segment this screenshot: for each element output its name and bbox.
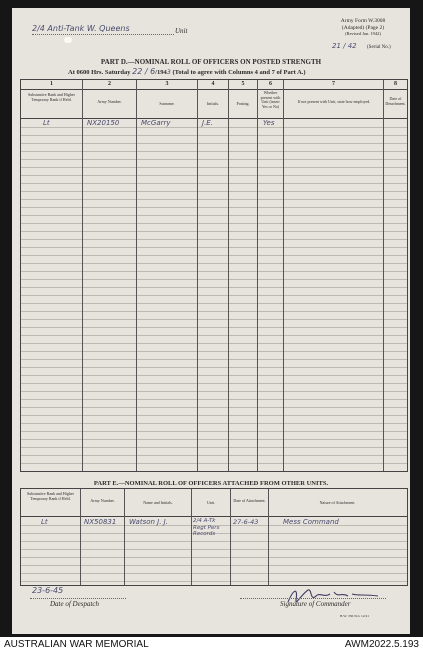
ruled-line	[21, 247, 407, 248]
ruled-line	[21, 541, 407, 542]
e-entry-army-number: NX50831	[84, 518, 117, 526]
col-divider	[283, 80, 284, 471]
col-number: 4	[211, 81, 215, 87]
col-divider	[383, 80, 384, 471]
ruled-line	[21, 351, 407, 352]
col-number: 7	[332, 81, 335, 87]
ruled-line	[21, 557, 407, 558]
ruled-line	[21, 151, 407, 152]
form-number: Army Form W.3008	[340, 18, 386, 24]
ruled-line	[21, 367, 407, 368]
unit-line	[32, 34, 174, 35]
subtitle-at: At 0600 Hrs. Saturday	[68, 69, 131, 76]
col-divider	[230, 489, 231, 585]
ruled-line	[21, 415, 407, 416]
signature-line	[240, 598, 386, 599]
e-entry-nature: Mess Command	[283, 518, 339, 526]
ruled-line	[21, 549, 407, 550]
col-header-detachment: Date of Detachment.	[385, 96, 406, 106]
e-col-header-unit: Unit.	[206, 500, 216, 505]
part-d-ruled-rows	[21, 119, 407, 471]
col-divider	[268, 489, 269, 585]
ruled-line	[21, 565, 407, 566]
ruled-line	[21, 335, 407, 336]
caption-accession: AWM2022.5.193	[344, 639, 419, 650]
ruled-line	[21, 223, 407, 224]
ruled-line	[21, 159, 407, 160]
part-e-table	[20, 488, 408, 586]
ruled-line	[21, 407, 407, 408]
col-divider	[228, 80, 229, 471]
ruled-line	[21, 391, 407, 392]
part-e-title: PART E.—NOMINAL ROLL OF OFFICERS ATTACHED FROM OTHER UNITS.	[93, 480, 329, 487]
signature-label: Signature of Commander	[280, 600, 351, 608]
ruled-line	[21, 431, 407, 432]
col-divider	[197, 80, 198, 471]
part-d-title: PART D.—NOMINAL ROLL OF OFFICERS ON POSTED STRENGTH	[100, 58, 322, 66]
ruled-line	[21, 271, 407, 272]
form-adapted: (Adapted) (Page 2)	[341, 24, 385, 31]
serial-handwritten: 21 / 42	[332, 42, 357, 50]
col-divider	[136, 80, 137, 471]
form-reference	[330, 18, 396, 38]
unit-label: Unit	[175, 27, 188, 35]
col-header-present: Whether present with Unit (insert Yes or No)	[260, 90, 281, 109]
e-col-header-nature: Nature of Attachment.	[319, 500, 356, 505]
col-number: 3	[165, 81, 169, 87]
archive-caption	[0, 637, 423, 653]
ruled-line	[21, 199, 407, 200]
e-entry-name: Watson J. J.	[129, 518, 168, 526]
despatch-date-handwritten: 23-6-45	[32, 586, 64, 595]
ruled-line	[21, 319, 407, 320]
ruled-line	[21, 383, 407, 384]
ruled-line	[21, 255, 407, 256]
ruled-line	[21, 167, 407, 168]
ruled-line	[21, 263, 407, 264]
entry-rank: Lt	[43, 119, 50, 127]
e-col-header-date: Date of Attachment.	[233, 498, 266, 503]
ruled-line	[21, 375, 407, 376]
e-col-header-army-number: Army Number.	[90, 498, 115, 503]
col-number: 2	[108, 81, 111, 87]
ruled-line	[21, 423, 407, 424]
part-d-table	[20, 79, 408, 472]
ruled-line	[21, 127, 407, 128]
col-header-posting: Posting.	[236, 101, 250, 106]
ruled-line	[21, 287, 407, 288]
col-divider	[82, 80, 83, 471]
entry-army-number: NX20150	[87, 119, 120, 127]
col-header-army-number: Army Number.	[97, 99, 122, 104]
ruled-line	[21, 581, 407, 582]
entry-present: Yes	[263, 119, 275, 127]
ruled-line	[21, 455, 407, 456]
ruled-line	[21, 439, 407, 440]
print-code: B.W. 336 Nov 12/41	[340, 614, 369, 618]
ruled-line	[21, 295, 407, 296]
entry-initials: J.E.	[202, 119, 213, 127]
e-col-header-name: Name and Initials.	[143, 500, 173, 505]
ruled-line	[21, 399, 407, 400]
col-divider	[257, 80, 258, 471]
ruled-line	[21, 191, 407, 192]
col-number: 8	[394, 81, 397, 87]
year-handwritten: 3	[166, 68, 171, 76]
numbers-divider	[21, 89, 407, 90]
ruled-line	[21, 327, 407, 328]
col-divider	[80, 489, 81, 585]
punch-hole	[64, 37, 72, 43]
col-header-initials: Initials.	[206, 101, 220, 106]
col-number: 5	[241, 81, 245, 87]
form-revised: (Revised Jan. 1942)	[345, 31, 381, 36]
ruled-line	[21, 447, 407, 448]
date-handwritten: 22 / 6	[132, 67, 156, 76]
ruled-line	[21, 239, 407, 240]
col-number: 1	[50, 81, 53, 87]
despatch-label: Date of Despatch	[50, 600, 99, 608]
ruled-line	[21, 135, 407, 136]
ruled-line	[21, 303, 407, 304]
ruled-line	[21, 463, 407, 464]
ruled-line	[21, 183, 407, 184]
entry-surname: McGarry	[141, 119, 171, 127]
army-form-sheet	[12, 8, 410, 634]
ruled-line	[21, 359, 407, 360]
subtitle-total: (Total to agree with Columns 4 and 7 of Part A.)	[172, 69, 306, 76]
ruled-line	[21, 175, 407, 176]
ruled-line	[21, 573, 407, 574]
col-divider	[191, 489, 192, 585]
ruled-line	[21, 207, 407, 208]
caption-institution: AUSTRALIAN WAR MEMORIAL	[4, 639, 149, 650]
unit-handwritten: 2/4 Anti-Tank W. Queens	[32, 24, 130, 33]
col-header-surname: Surname.	[159, 101, 175, 106]
ruled-line	[21, 279, 407, 280]
col-number: 6	[269, 81, 272, 87]
col-divider	[124, 489, 125, 585]
col-header-rank: Substantive Rank and Higher Temporary Rank if Held.	[28, 92, 75, 102]
ruled-line	[21, 143, 407, 144]
ruled-line	[21, 311, 407, 312]
year-printed: /194	[155, 69, 167, 76]
col-header-employed: If not present with Unit, state how employed.	[297, 99, 371, 104]
e-entry-date: 27-6-43	[233, 518, 259, 526]
e-col-header-rank: Substantive Rank and Higher Temporary Rank if Held.	[27, 491, 74, 501]
e-entry-unit: 2/4 A-Tk Regt Pers Records	[193, 518, 220, 537]
part-d-subtitle	[68, 67, 306, 76]
ruled-line	[21, 231, 407, 232]
despatch-line	[30, 598, 126, 599]
e-entry-rank: Lt	[41, 518, 48, 526]
serial-label: (Serial No.)	[367, 45, 391, 50]
ruled-line	[21, 343, 407, 344]
ruled-line	[21, 215, 407, 216]
